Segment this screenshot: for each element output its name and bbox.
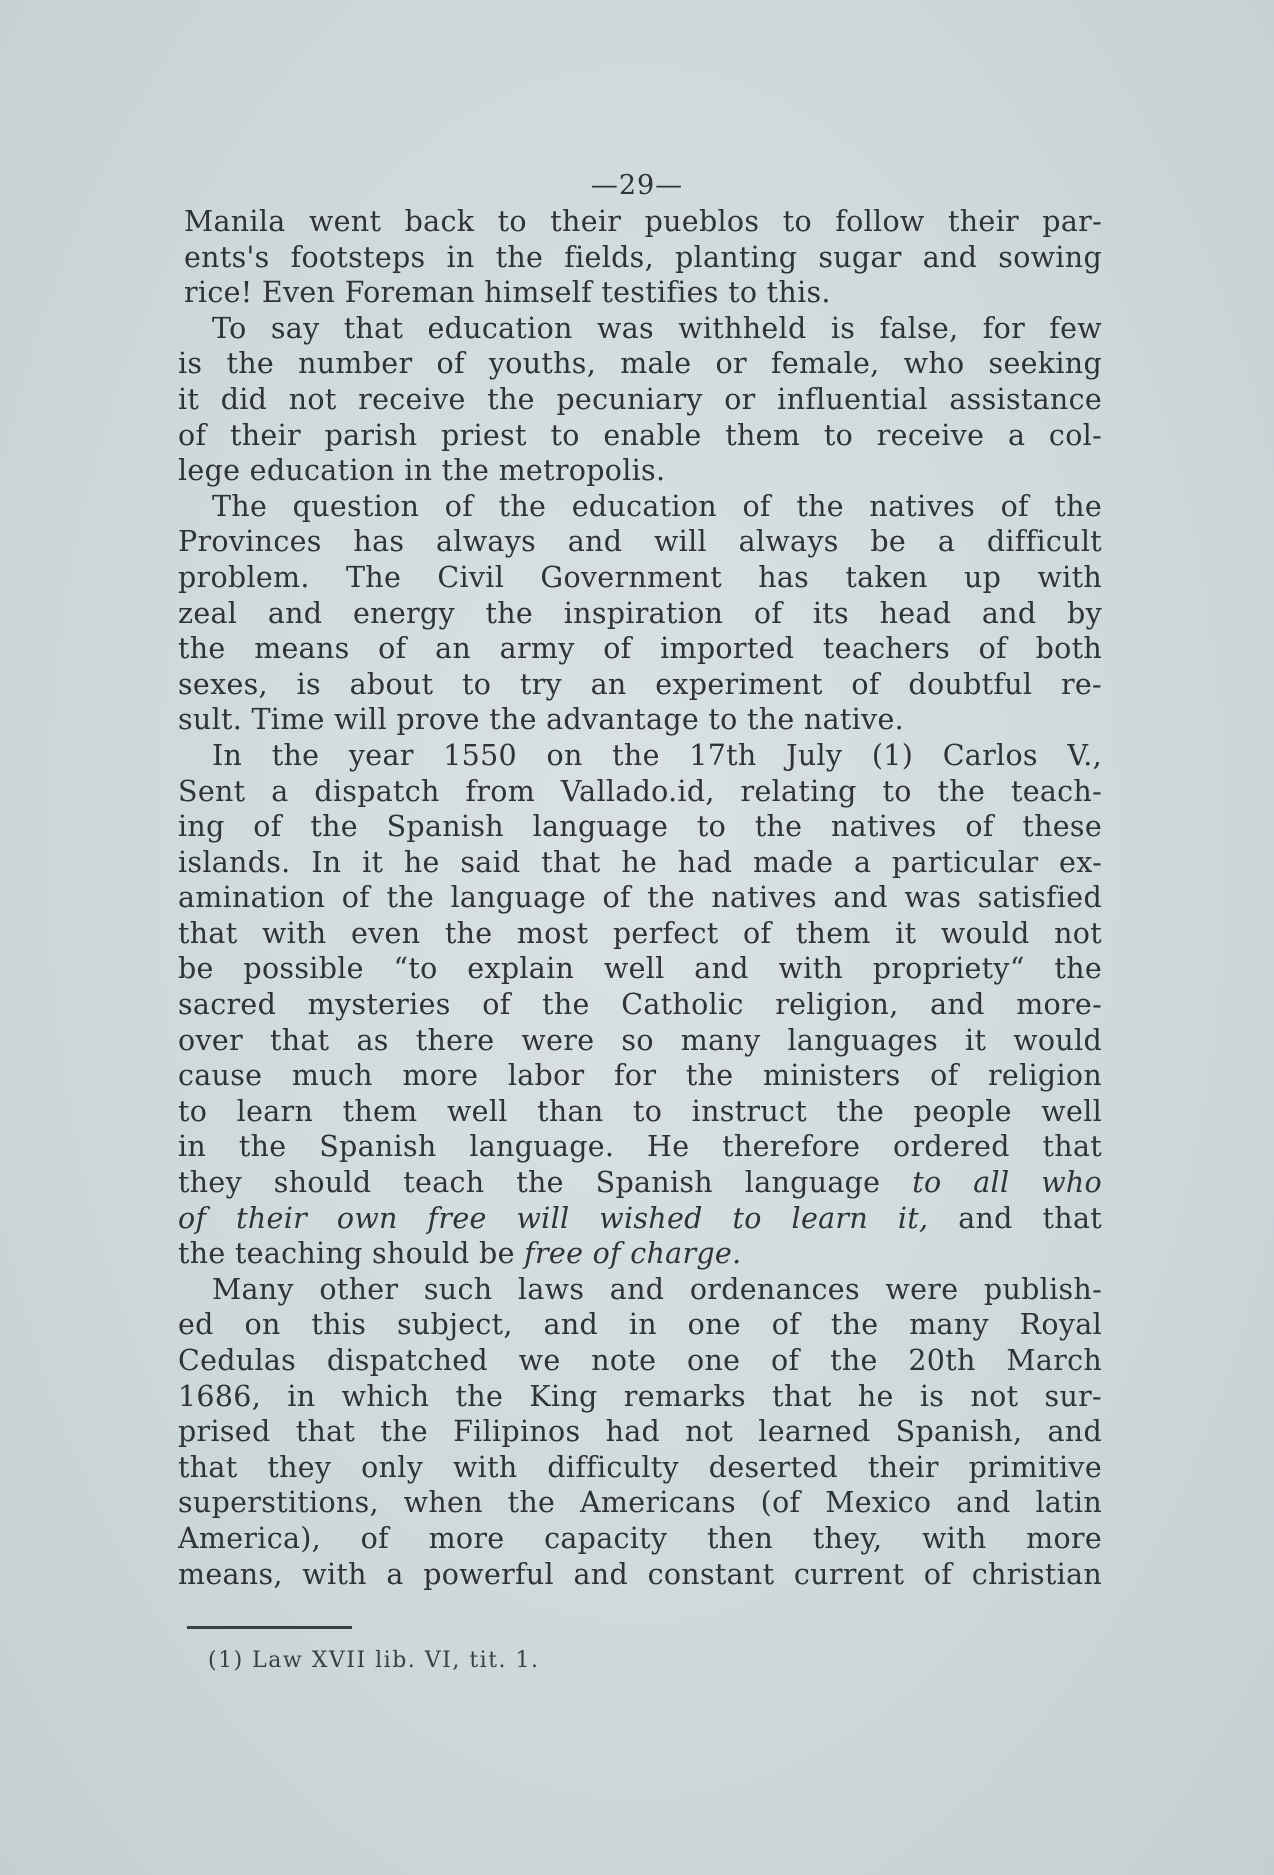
text-run: lege education in the metropolis. — [178, 454, 666, 488]
text-run: to learn them well than to instruct the people well — [178, 1094, 1102, 1128]
text-run: 1686, in which the King remarks that he is not sur- — [178, 1379, 1102, 1413]
text-line — [178, 1307, 1102, 1343]
text-run: superstitions, when the Americans (of Mexico and latin — [178, 1486, 1102, 1520]
text-line — [178, 987, 1102, 1023]
text-run: islands. In it he said that he had made a particular ex- — [178, 845, 1102, 879]
text-run: sacred mysteries of the Catholic religion, and more- — [178, 988, 1102, 1022]
text-run: Manila went back to their pueblos to follow their par- — [184, 205, 1102, 238]
text-run: that they only with difficulty deserted their primitive — [178, 1450, 1102, 1484]
text-line — [178, 774, 1102, 810]
text-run: sexes, is about to try an experiment of doubtful re- — [178, 667, 1102, 701]
text-run: cause much more labor for the ministers of religion — [178, 1059, 1102, 1093]
text-run: Provinces has always and will always be a difficult — [178, 525, 1102, 559]
text-line — [178, 1023, 1102, 1059]
text-run: To say that education was withheld is false, for few — [212, 311, 1102, 345]
text-line — [178, 880, 1102, 916]
text-line — [178, 1414, 1102, 1450]
text-run: Many other such laws and ordenances were publish- — [212, 1272, 1102, 1306]
text-line — [178, 240, 1102, 276]
text-line — [178, 738, 1102, 774]
body-text — [178, 204, 1102, 1592]
text-run: ents's footsteps in the fields, planting sugar and sowing — [184, 240, 1102, 274]
footnote: (1) Law XVII lib. VI, tit. 1. — [208, 1648, 540, 1673]
text-line — [178, 1236, 1102, 1272]
page-number: —29— — [590, 170, 684, 201]
text-line — [178, 418, 1102, 454]
text-run: and that — [958, 1201, 1102, 1235]
text-run: be possible “to explain well and with propriety“ the — [178, 952, 1102, 986]
text-run: Cedulas dispatched we note one of the 20th March — [178, 1344, 1102, 1377]
text-line — [178, 631, 1102, 667]
text-run: is the number of youths, male or female, who seeking — [178, 347, 1102, 381]
text-run: the teaching should be — [178, 1237, 515, 1271]
text-line — [178, 489, 1102, 525]
text-line — [178, 560, 1102, 596]
text-line — [178, 346, 1102, 382]
text-run: rice! Even Foreman himself testifies to this. — [184, 276, 831, 310]
text-run: ing of the Spanish language to the natives of these — [178, 810, 1102, 844]
text-line — [178, 1343, 1102, 1379]
text-run: In the year 1550 on the 17th July (1) Carlos V., — [212, 738, 1102, 772]
text-run: in the Spanish language. He therefore ordered that — [178, 1130, 1102, 1164]
text-run: Sent a dispatch from Vallado.id, relating to the teach- — [178, 774, 1102, 808]
text-run: The question of the education of the natives of the — [212, 489, 1102, 523]
italic-run: free of charge. — [524, 1237, 742, 1271]
text-line — [178, 1379, 1102, 1415]
text-run: prised that the Filipinos had not learned Spanish, and — [178, 1415, 1102, 1449]
text-line — [178, 845, 1102, 881]
text-run: it did not receive the pecuniary or influential assistance — [178, 382, 1102, 416]
text-line — [178, 667, 1102, 703]
text-run: amination of the language of the natives and was satisfied — [178, 881, 1102, 915]
text-line — [178, 951, 1102, 987]
text-run: America), of more capacity then they, with more — [178, 1521, 1102, 1555]
text-run: of their parish priest to enable them to receive a col- — [178, 418, 1102, 452]
text-run: problem. The Civil Government has taken up with — [178, 560, 1102, 594]
text-line — [178, 275, 1102, 311]
text-run: that with even the most perfect of them it would not — [178, 916, 1102, 950]
text-line — [178, 1485, 1102, 1521]
footnote-divider — [187, 1626, 352, 1629]
text-line — [178, 1165, 1102, 1201]
text-line — [178, 1557, 1102, 1593]
italic-run: of their own free will wished to learn it, — [178, 1201, 929, 1235]
text-line — [178, 311, 1102, 347]
text-line — [178, 524, 1102, 560]
text-line — [178, 702, 1102, 738]
text-line — [178, 916, 1102, 952]
text-line — [178, 1094, 1102, 1130]
text-run: the means of an army of imported teachers of both — [178, 632, 1102, 666]
text-line — [178, 204, 1102, 240]
text-run: zeal and energy the inspiration of its head and by — [178, 596, 1102, 630]
text-run: means, with a powerful and constant current of christian — [178, 1557, 1102, 1591]
text-line — [178, 1450, 1102, 1486]
text-line — [178, 1201, 1102, 1237]
text-line — [178, 1521, 1102, 1557]
italic-run: to all who — [912, 1166, 1103, 1200]
text-run: they should teach the Spanish language — [178, 1166, 881, 1200]
text-line — [178, 596, 1102, 632]
text-line — [178, 809, 1102, 845]
text-run: over that as there were so many languages it would — [178, 1023, 1102, 1057]
text-line — [178, 1058, 1102, 1094]
text-line — [178, 382, 1102, 418]
text-line — [178, 1129, 1102, 1165]
text-line — [178, 453, 1102, 489]
text-run: sult. Time will prove the advantage to the native. — [178, 703, 904, 737]
text-line — [178, 1272, 1102, 1308]
text-run: ed on this subject, and in one of the many Royal — [178, 1308, 1102, 1342]
